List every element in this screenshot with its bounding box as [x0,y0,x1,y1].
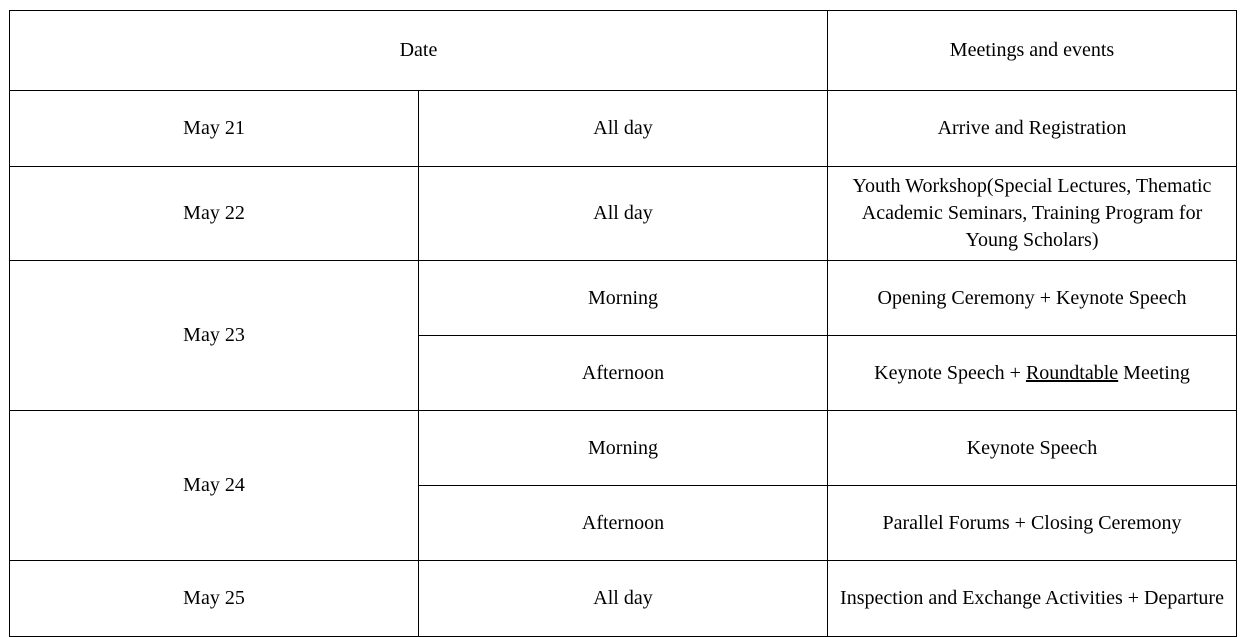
table-row [10,91,1237,167]
cell-event: Keynote Speech [828,411,1237,486]
cell-period: Morning [419,411,828,486]
table-row [10,167,1237,261]
cell-date: May 23 [10,261,419,411]
table-row [10,411,1237,486]
column-header-date: Date [10,11,828,91]
cell-period: All day [419,561,828,637]
cell-event [828,336,1237,411]
cell-event: Opening Ceremony + Keynote Speech [828,261,1237,336]
cell-event: Arrive and Registration [828,91,1237,167]
cell-event: Parallel Forums + Closing Ceremony [828,486,1237,561]
cell-period: Morning [419,261,828,336]
event-text-underlined: Roundtable [1025,361,1119,384]
column-header-events: Meetings and events [828,11,1237,91]
cell-event: Inspection and Exchange Activities + Departure [828,561,1237,637]
event-text-suffix: Meeting [1118,361,1190,384]
cell-date: May 22 [10,167,419,261]
cell-period: Afternoon [419,336,828,411]
cell-date: May 24 [10,411,419,561]
cell-period: All day [419,91,828,167]
cell-event: Youth Workshop(Special Lectures, Thematic Academic Seminars, Training Program for Young Scholars) [828,167,1237,261]
schedule-table [9,10,1237,637]
cell-date: May 21 [10,91,419,167]
table-row [10,561,1237,637]
cell-period: Afternoon [419,486,828,561]
cell-period: All day [419,167,828,261]
table-row [10,261,1237,336]
cell-date: May 25 [10,561,419,637]
event-text-prefix: Keynote Speech + [874,361,1026,384]
table-header-row [10,11,1237,91]
